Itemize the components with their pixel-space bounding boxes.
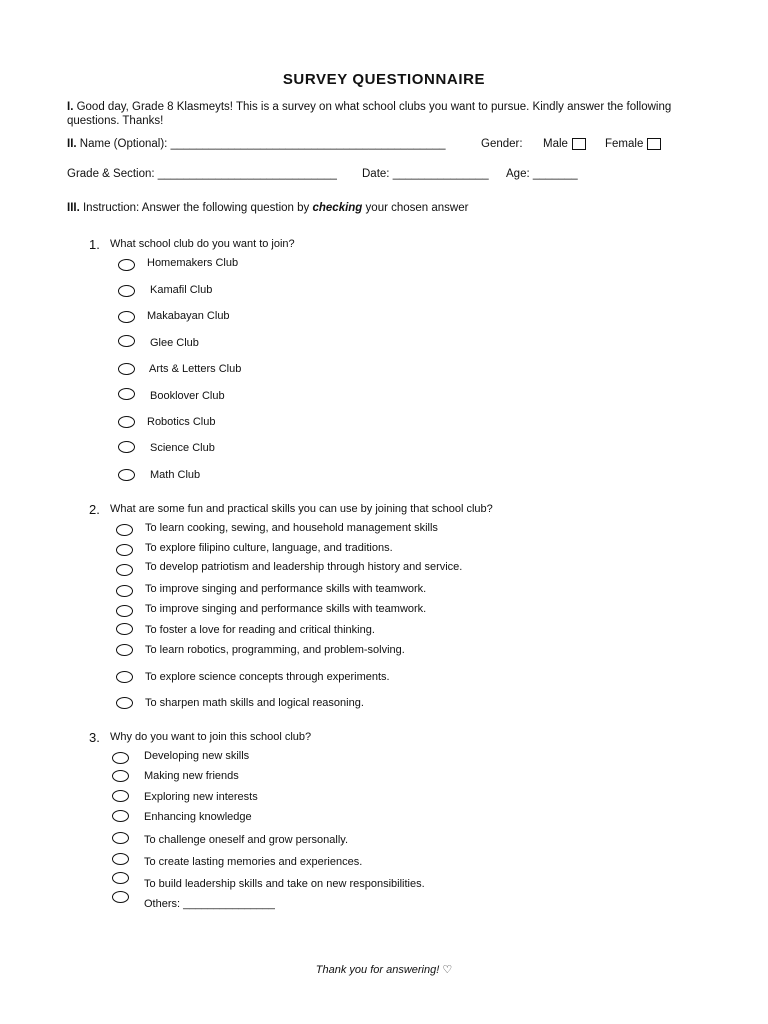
radio-circle[interactable] bbox=[116, 585, 133, 597]
radio-circle[interactable] bbox=[116, 544, 133, 556]
female-label: Female bbox=[605, 138, 644, 150]
instruction-line bbox=[67, 202, 468, 214]
date-line bbox=[362, 168, 489, 180]
gender-label: Gender: bbox=[481, 138, 523, 150]
option-label: To explore science concepts through experiments. bbox=[145, 671, 390, 683]
name-blank[interactable]: ___________________________________________ bbox=[170, 138, 446, 150]
option-label: To challenge oneself and grow personally. bbox=[144, 834, 349, 846]
option-label: Makabayan Club bbox=[147, 310, 230, 322]
radio-circle[interactable] bbox=[112, 752, 129, 764]
intro-text: Good day, Grade 8 Klasmeyts! This is a survey on what school clubs you want to pursue. Kindly answer the following questions. Thanks! bbox=[67, 101, 672, 127]
date-label: Date: bbox=[362, 168, 390, 180]
option-label: Science Club bbox=[150, 442, 215, 454]
date-blank[interactable]: _______________ bbox=[392, 168, 489, 180]
question-text: Why do you want to join this school club? bbox=[110, 731, 312, 743]
radio-circle[interactable] bbox=[118, 335, 135, 347]
radio-circle[interactable] bbox=[112, 790, 129, 802]
radio-circle[interactable] bbox=[118, 259, 135, 271]
option-label: To improve singing and performance skills with teamwork. bbox=[145, 583, 427, 595]
name-label: Name (Optional): bbox=[79, 138, 168, 150]
thank-you-footer: Thank you for answering! ♡ bbox=[315, 964, 453, 976]
option-label: To sharpen math skills and logical reasoning. bbox=[145, 697, 364, 709]
radio-circle[interactable] bbox=[118, 363, 135, 375]
section-numeral: II. bbox=[67, 138, 77, 150]
section-numeral: I. bbox=[67, 101, 74, 113]
question-number: 2. bbox=[89, 502, 100, 517]
radio-circle[interactable] bbox=[116, 564, 133, 576]
age-line bbox=[506, 168, 578, 180]
instruction-post: your chosen answer bbox=[365, 202, 469, 214]
option-label: Arts & Letters Club bbox=[149, 363, 242, 375]
option-label: Enhancing knowledge bbox=[144, 811, 252, 823]
radio-circle[interactable] bbox=[118, 469, 135, 481]
radio-circle[interactable] bbox=[112, 891, 129, 903]
radio-circle[interactable] bbox=[112, 810, 129, 822]
radio-circle[interactable] bbox=[112, 853, 129, 865]
option-label: Others: _______________ bbox=[144, 898, 275, 910]
intro-paragraph bbox=[67, 100, 707, 128]
female-checkbox[interactable] bbox=[647, 138, 661, 150]
radio-circle[interactable] bbox=[118, 416, 135, 428]
radio-circle[interactable] bbox=[112, 872, 129, 884]
option-label: Booklover Club bbox=[150, 390, 225, 402]
option-label: To improve singing and performance skills with teamwork. bbox=[145, 603, 427, 615]
option-label: To foster a love for reading and critical thinking. bbox=[145, 624, 375, 636]
male-checkbox[interactable] bbox=[572, 138, 586, 150]
radio-circle[interactable] bbox=[112, 832, 129, 844]
age-label: Age: bbox=[506, 168, 530, 180]
option-label: Making new friends bbox=[144, 770, 239, 782]
question-number: 3. bbox=[89, 730, 100, 745]
radio-circle[interactable] bbox=[116, 623, 133, 635]
option-label: To build leadership skills and take on new responsibilities. bbox=[144, 878, 425, 890]
radio-circle[interactable] bbox=[118, 311, 135, 323]
radio-circle[interactable] bbox=[118, 388, 135, 400]
radio-circle[interactable] bbox=[118, 441, 135, 453]
grade-blank[interactable]: ____________________________ bbox=[157, 168, 337, 180]
question-number: 1. bbox=[89, 237, 100, 252]
name-line bbox=[67, 138, 446, 150]
male-option bbox=[543, 138, 586, 150]
option-label: Homemakers Club bbox=[147, 257, 239, 269]
radio-circle[interactable] bbox=[116, 644, 133, 656]
option-label: To explore filipino culture, language, and traditions. bbox=[145, 542, 393, 554]
female-option bbox=[605, 138, 661, 150]
option-label: Exploring new interests bbox=[144, 791, 258, 803]
age-blank[interactable]: _______ bbox=[532, 168, 578, 180]
option-label: To learn cooking, sewing, and household management skills bbox=[145, 522, 438, 534]
radio-circle[interactable] bbox=[116, 605, 133, 617]
instruction-pre: Instruction: Answer the following question by bbox=[82, 202, 310, 214]
male-label: Male bbox=[543, 138, 568, 150]
radio-circle[interactable] bbox=[116, 697, 133, 709]
instruction-emphasis: checking bbox=[312, 202, 363, 214]
radio-circle[interactable] bbox=[116, 524, 133, 536]
option-label: To develop patriotism and leadership through history and service. bbox=[145, 561, 463, 573]
option-label: Math Club bbox=[150, 469, 201, 481]
option-label: Developing new skills bbox=[144, 750, 250, 762]
option-label: Glee Club bbox=[150, 337, 199, 349]
gender-field bbox=[481, 138, 523, 150]
grade-label: Grade & Section: bbox=[67, 168, 155, 180]
option-label: Robotics Club bbox=[147, 416, 216, 428]
page-title: SURVEY QUESTIONNAIRE bbox=[282, 71, 486, 88]
grade-line bbox=[67, 168, 337, 180]
radio-circle[interactable] bbox=[112, 770, 129, 782]
question-text: What school club do you want to join? bbox=[110, 238, 295, 250]
radio-circle[interactable] bbox=[116, 671, 133, 683]
question-text: What are some fun and practical skills you can use by joining that school club? bbox=[110, 503, 493, 515]
section-numeral: III. bbox=[67, 202, 80, 214]
option-label: To create lasting memories and experiences. bbox=[144, 856, 363, 868]
option-label: Kamafil Club bbox=[150, 284, 213, 296]
radio-circle[interactable] bbox=[118, 285, 135, 297]
option-label: To learn robotics, programming, and problem-solving. bbox=[145, 644, 405, 656]
